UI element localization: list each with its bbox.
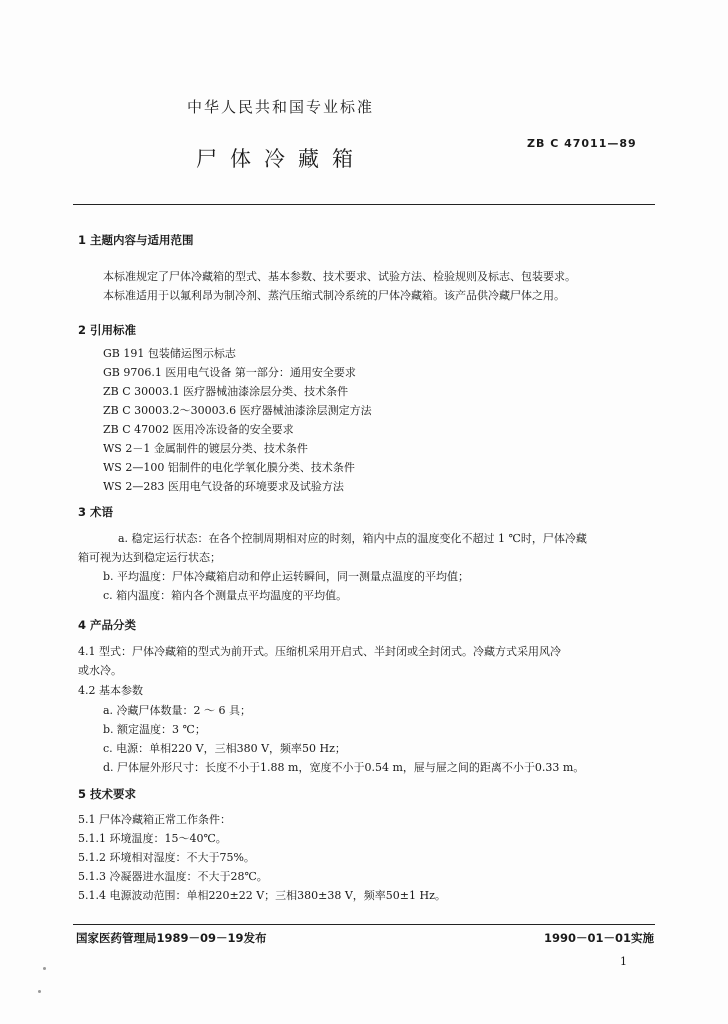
param-a: a. 冷藏尸体数量：2 ～ 6 具； bbox=[103, 704, 252, 717]
document-title: 尸体冷藏箱 bbox=[196, 147, 366, 171]
section-5-heading: 5 技术要求 bbox=[78, 787, 137, 801]
section-4-heading: 4 产品分类 bbox=[78, 618, 137, 632]
term-a-line-1: a. 稳定运行状态：在各个控制周期相对应的时刻，箱内中点的温度变化不超过 1 ℃时，尸体冷藏 bbox=[118, 532, 587, 545]
reference-item: WS 2－1 金属制件的镀层分类、技术条件 bbox=[103, 442, 308, 455]
section-2-heading: 2 引用标准 bbox=[78, 323, 137, 337]
standard-code: ZB C 47011—89 bbox=[527, 137, 637, 150]
clause-4-1-line-1: 4.1 型式：尸体冷藏箱的型式为前开式。压缩机采用开启式、半封闭或全封闭式。冷藏方式采用风冷 bbox=[78, 645, 561, 658]
clause-5-1-1: 5.1.1 环境温度：15～40℃。 bbox=[78, 832, 227, 845]
term-b: b. 平均温度：尸体冷藏箱启动和停止运转瞬间，同一测量点温度的平均值； bbox=[103, 570, 470, 583]
clause-4-2-heading: 4.2 基本参数 bbox=[78, 684, 143, 697]
reference-item: ZB C 30003.2～30003.6 医疗器械油漆涂层测定方法 bbox=[103, 404, 372, 417]
clause-5-1-4: 5.1.4 电源波动范围：单相220±22 V；三相380±38 V，频率50±1 Hz。 bbox=[78, 889, 446, 902]
issue-date: 国家医药管理局1989－09－19发布 bbox=[76, 931, 267, 945]
param-b: b. 额定温度：3 ℃； bbox=[103, 723, 206, 736]
effective-date: 1990－01－01实施 bbox=[544, 931, 655, 945]
clause-5-1-3: 5.1.3 冷凝器进水温度：不大于28℃。 bbox=[78, 870, 268, 883]
issuing-org: 中华人民共和国专业标准 bbox=[187, 98, 375, 116]
reference-item: GB 191 包装储运图示标志 bbox=[103, 347, 236, 360]
clause-4-1-line-2: 或水冷。 bbox=[78, 664, 122, 677]
reference-item: WS 2—100 铝制件的电化学氧化膜分类、技术条件 bbox=[103, 461, 355, 474]
scan-speck bbox=[43, 967, 46, 970]
page-number: 1 bbox=[620, 955, 627, 968]
section-1-heading: 1 主题内容与适用范围 bbox=[78, 233, 194, 247]
reference-item: ZB C 30003.1 医疗器械油漆涂层分类、技术条件 bbox=[103, 385, 349, 398]
param-c: c. 电源：单相220 V，三相380 V，频率50 Hz； bbox=[103, 742, 346, 755]
footer-rule bbox=[73, 924, 655, 925]
reference-item: ZB C 47002 医用冷冻设备的安全要求 bbox=[103, 423, 294, 436]
clause-5-1-2: 5.1.2 环境相对湿度：不大于75%。 bbox=[78, 851, 255, 864]
term-a-line-2: 箱可视为达到稳定运行状态； bbox=[78, 551, 221, 564]
scan-speck bbox=[38, 990, 41, 993]
param-d: d. 尸体屉外形尺寸：长度不小于1.88 m，宽度不小于0.54 m，屉与屉之间的距离不小于0.33 m。 bbox=[103, 761, 585, 774]
section-3-heading: 3 术语 bbox=[78, 505, 114, 519]
section-1-paragraph-1: 本标准规定了尸体冷藏箱的型式、基本参数、技术要求、试验方法、检验规则及标志、包装要求。 bbox=[103, 270, 576, 283]
reference-item: GB 9706.1 医用电气设备 第一部分：通用安全要求 bbox=[103, 366, 356, 379]
clause-5-1: 5.1 尸体冷藏箱正常工作条件： bbox=[78, 813, 231, 826]
reference-item: WS 2—283 医用电气设备的环境要求及试验方法 bbox=[103, 480, 344, 493]
term-c: c. 箱内温度：箱内各个测量点平均温度的平均值。 bbox=[103, 589, 348, 602]
header-rule bbox=[73, 204, 655, 205]
section-1-paragraph-2: 本标准适用于以氟利昂为制冷剂、蒸汽压缩式制冷系统的尸体冷藏箱。该产品供冷藏尸体之用。 bbox=[103, 289, 565, 302]
